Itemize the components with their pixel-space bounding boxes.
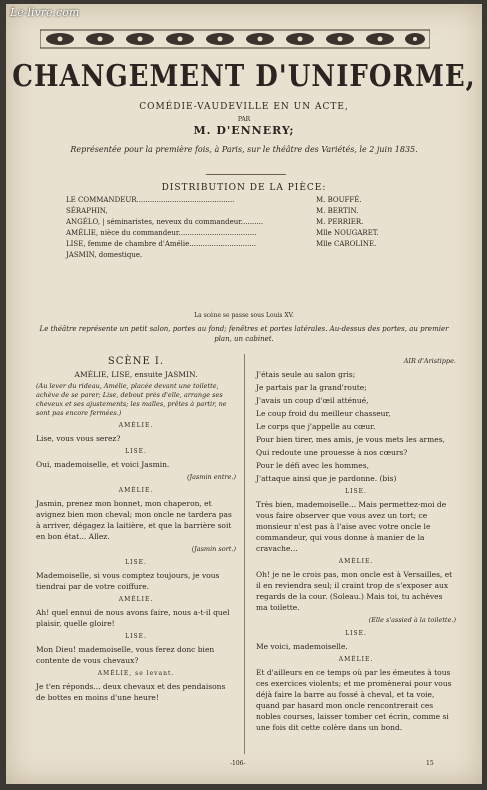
scene-setting-note: La scène se passe sous Louis XV. bbox=[194, 312, 294, 319]
dialogue-line: Mon Dieu! mademoiselle, vous ferez donc bien contente de vous chevaux? bbox=[36, 645, 215, 665]
left-text-column bbox=[36, 356, 236, 705]
dialogue-line: J'avais un coup d'œil atténué, bbox=[256, 396, 369, 405]
cast-actor: M. PERRIER. bbox=[316, 218, 364, 226]
divider bbox=[206, 174, 286, 175]
cast-row bbox=[66, 251, 436, 262]
stage-note: (Jasmin entre.) bbox=[186, 473, 236, 481]
play-subtitle: COMÉDIE-VAUDEVILLE EN UN ACTE, bbox=[139, 102, 349, 112]
dialogue-line: Pour bien tirer, mes amis, je vous mets les armes, bbox=[256, 435, 445, 444]
dialogue-line: Oh! je ne le crois pas, mon oncle est à Versailles, et il en reviendra seul; il craint trop de s'exposer aux regards de la cour. (Soleau.) Mais toi, tu achèves ma toilette. bbox=[256, 570, 453, 612]
author-name: M. D'ENNERY; bbox=[193, 124, 295, 137]
distribution-heading: DISTRIBUTION DE LA PIÈCE: bbox=[161, 183, 327, 193]
speaker-name: AMÉLIE. bbox=[338, 558, 374, 565]
cast-role: AMÉLIE, nièce du commandeur................................... bbox=[66, 229, 257, 237]
cast-actor: M. BERTIN. bbox=[316, 207, 359, 215]
speaker-name: LISE. bbox=[125, 448, 147, 455]
dialogue-line: Je t'en réponds... deux chevaux et des pendaisons de bottes en moins d'une heure! bbox=[36, 682, 226, 702]
cast-row bbox=[66, 229, 436, 240]
speaker-name: AMÉLIE, se levant. bbox=[97, 670, 175, 677]
speaker-name: AMÉLIE. bbox=[118, 487, 154, 494]
document-page bbox=[6, 4, 482, 784]
dialogue-line: Et d'ailleurs en ce temps où par les émeutes à tous ces exercices violents; et me promènerai pour vous déjà faire la barre au fossé à cheval, et ta voie, quand par hasard mon oncle rencontrerait ces nobles courses, laisser tomber cet écrin, comme si une fois dit cette colère dans un bond. bbox=[256, 668, 452, 732]
dialogue-line: J'étais seule au salon gris; bbox=[256, 370, 356, 379]
speaker-name: LISE. bbox=[345, 630, 367, 637]
cast-row bbox=[66, 207, 436, 218]
speaker-name: LISE. bbox=[125, 559, 147, 566]
dialogue-line: Ah! quel ennui de nous avons faire, nous a-t-il quel plaisir, quelle gloire! bbox=[36, 608, 230, 628]
speaker-name: AMÉLIE. bbox=[118, 596, 154, 603]
dialogue-line: Me voici, mademoiselle. bbox=[256, 642, 348, 651]
cast-list bbox=[66, 196, 436, 262]
performance-note: Représentée pour la première fois, à Paris, sur le théâtre des Variétés, le 2 juin 1835. bbox=[70, 145, 418, 154]
cast-row bbox=[66, 240, 436, 251]
cast-actor: M. BOUFFÉ. bbox=[316, 196, 362, 204]
decorative-ornament-band bbox=[40, 28, 430, 50]
decor-description: Le théâtre représente un petit salon, portes au fond; fenêtres et portes latérales. Au-dessus des portes, au premier plan, un cabinet. bbox=[39, 325, 449, 343]
cast-row bbox=[66, 196, 436, 207]
dialogue-line: Très bien, mademoiselle... Mais permettez-moi de vous faire observer que vous avez un tort; ce monsieur n'est pas à l'aise avec votre oncle le commandeur, qui vous donne à manier de la cravache... bbox=[256, 500, 447, 553]
scene-heading: SCÈNE I. bbox=[107, 356, 165, 367]
signature-mark: 15 bbox=[426, 760, 434, 767]
speaker-name: AMÉLIE. bbox=[118, 422, 154, 429]
page-number: -106- bbox=[230, 760, 246, 767]
cast-row bbox=[66, 218, 436, 229]
cast-role: ANGÉLO, | séminaristes, neveux du commandeur.......... bbox=[66, 218, 264, 226]
cast-role: JASMIN, domestique. bbox=[66, 251, 143, 259]
dialogue-line: Oui, mademoiselle, et voici Jasmin. bbox=[36, 460, 170, 469]
cast-role: LE COMMANDEUR............................................ bbox=[66, 196, 235, 204]
cast-actor: Mlle CAROLINE. bbox=[316, 240, 377, 248]
by-label: PAR bbox=[237, 116, 251, 123]
cast-actor: Mlle NOUGARET. bbox=[316, 229, 379, 237]
speaker-name: LISE. bbox=[125, 633, 147, 640]
characters-line: AMÉLIE, LISE, ensuite JASMIN. bbox=[74, 370, 198, 379]
cast-role: SÉRAPHIN, bbox=[66, 207, 108, 215]
dialogue-line: Le corps que j'appelle au cœur. bbox=[256, 422, 376, 431]
dialogue-line: Le coup froid du meilleur chasseur, bbox=[256, 409, 391, 418]
play-title: CHANGEMENT D'UNIFORME, bbox=[12, 59, 476, 95]
dialogue-line: Qui redoute une prouesse à nos cœurs? bbox=[256, 448, 408, 457]
cast-role: LISE, femme de chambre d'Amélie.............................. bbox=[66, 240, 257, 248]
dialogue-line: Jasmin, prenez mon bonnet, mon chaperon, et avignez bien mon cheval; mon oncle ne tardera pas à arriver, dégagez la laitière, et que la barrière soit en bon état... Allez. bbox=[36, 499, 232, 541]
column-divider bbox=[244, 354, 245, 754]
dialogue-line: Je partais par la grand'route; bbox=[256, 383, 367, 392]
speaker-name: AMÉLIE. bbox=[338, 656, 374, 663]
dialogue-line: Mademoiselle, si vous comptez toujours, je vous tiendrai par de votre coiffure. bbox=[36, 571, 220, 591]
right-text-column bbox=[256, 356, 456, 735]
speaker-name: LISE. bbox=[345, 488, 367, 495]
stage-note: (Jasmin sort.) bbox=[191, 545, 236, 553]
stage-note: (Elle s'assied à la toilette.) bbox=[368, 616, 456, 624]
site-watermark: Le-livre.com bbox=[10, 6, 80, 19]
stage-note: AIR d'Aristippe. bbox=[403, 357, 456, 365]
stage-direction: (Au lever du rideau, Amélie, placée devant une toilette, achève de se parer; Lise, debout près d'elle, arrange ses cheveux et ses ajustements; les malles, prêtes à partir, ne sont pas encore fermées.) bbox=[36, 382, 227, 417]
dialogue-line: Lise, vous vous serez? bbox=[36, 434, 121, 443]
dialogue-line: Pour le défi avec les hommes, bbox=[256, 461, 369, 470]
dialogue-line: J'attaque ainsi que je pardonne. (bis) bbox=[256, 474, 397, 483]
